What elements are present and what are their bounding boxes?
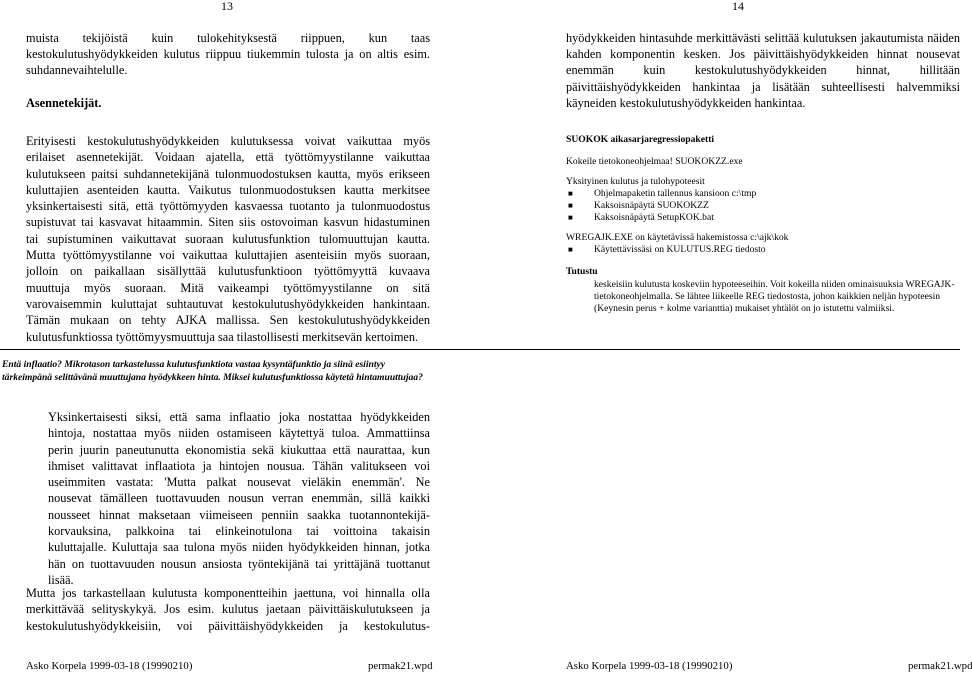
footer-author-right: Asko Korpela 1999-03-18 (19990210) <box>566 660 733 672</box>
suokok-wregajk-line: WREGAJK.EXE on käytetävissä hakemistossa c:\ajk\kok <box>566 231 789 243</box>
question-text: Entä inflaatio? Mikrotason tarkastelussa kulutusfunktiota vastaa kysyntäfunktio ja siinä esiintyy tärkeimpänä selittävänä muuttujana hyödykkeen hinta. Miksei kulutusfunktiossa käytetä hintamuuttujaa? <box>2 359 423 383</box>
right-paragraph <box>566 30 960 111</box>
text-line: kuluttajien asenteiden kautta. Vaikutus tulonmuodostuksen kautta merkitsee <box>26 182 430 197</box>
text-line: ihmiset valittavat inflaatiota ja hintojen nousua. Tähän valitukseen voi <box>48 458 430 473</box>
text-line: varovaisemmin kuluttajat suhtautuvat kestokulutushyödykkeiden hankintaan. <box>26 296 430 311</box>
list-item: ■ Ohjelmapaketin tallennus kansioon c:\tmp <box>568 187 757 199</box>
text-line: merkittävää selityskykyä. Jos esim. kulutus jaetaan päivittäiskulutukseen ja <box>26 602 430 617</box>
page-number-left: 13 <box>221 0 233 13</box>
bullet-icon: ■ <box>568 213 573 223</box>
main-paragraph <box>26 133 430 345</box>
suokok-simple-list <box>566 188 960 225</box>
text-line: käyneiden kestokulutushyödykkeiden hankintaa. <box>566 95 806 110</box>
text-line: Tämän mukaan on tehty AJKA mallissa. Sen kestokulutushyödykkeiden <box>26 313 430 328</box>
text-line: kahden komponentin kesken. Jos päivittäishyödykkeiden hinnat nousevat <box>566 47 960 62</box>
text-line: päivittäishyödykkeiden hankintaa ja lisätään suhteellisesti halvemmiksi <box>566 79 960 94</box>
suokok-box <box>566 134 960 316</box>
text-line: suhdannevaihtelulle. <box>26 63 128 77</box>
text-line: muista tekijöistä kuin tulokehityksestä riippuen, kun taas <box>26 31 430 45</box>
text-line: hän on tuottavuuden nousun ansiosta työntekijänä tai yrittäjänä tuottanut <box>48 556 430 571</box>
text-line: nousevat tämälleen tuottavuuden nousun verran enemmän, sillä kaikki <box>48 491 430 506</box>
text-line: hintoja, nostattaa myös niiden ostamiseen käytettyä tuloa. Ammattiinsa <box>48 426 430 441</box>
text-line: useimmiten vastata: 'Mutta palkat nousevat vieläkin enemmän'. Ne <box>48 475 430 490</box>
bullet-icon: ■ <box>568 188 573 198</box>
bullet-icon: ■ <box>568 201 573 211</box>
suokok-simple-title: Yksityinen kulutus ja tulohypoteesit <box>566 175 705 187</box>
text-line: kulutusfunktiossa työttömyysmuuttuja saa tilastollisesti merkitsevän kertoimen. <box>26 329 419 344</box>
suokok-tutustu-body <box>566 279 960 316</box>
text-line: kulutukseen paitsi suhdannetekijänä tulonmuodostuksen kautta, myös erikseen <box>26 166 430 181</box>
text-line: (Keynesin perus + kolme varianttia) mukaiset yhtälöt on jo istutettu valmiiksi. <box>594 303 895 315</box>
list-item: ■ Käytettävissäsi on KULUTUS.REG tiedosto <box>568 244 766 256</box>
text-line: enemmän kuin kestokulutushyödykkeiden hinnat, hillitään <box>566 63 960 78</box>
text-line: supistuvat tai kasvavat hitaammin. Siten siis ostovoiman kasvun hidastuminen <box>26 215 430 230</box>
page-number-right: 14 <box>732 0 744 13</box>
text-line: jolloin on paikallaan sisällyttää kulutusfunktioon työttömyyttä kuvaava <box>26 264 430 279</box>
text-line: muuttuja myös suoraan. Mitä vaikeampi työttömyystilanne on sitä <box>26 280 430 295</box>
text-line: erilaiset asennetekijät. Voidaan ajatella, että työttömyystilanne vaikuttaa <box>26 150 430 165</box>
text-line: Erityisesti kestokulutushyödykkeiden kulutuksessa voivat vaikuttaa myös <box>26 134 430 148</box>
text-line: korvauksina, palkkoina tai elinkeinotulona tai voittoina takaisin <box>48 524 430 539</box>
text-line: perin juurin paneutunutta ekonomistia sekä kiukuttaa että naurattaa, kun <box>48 442 430 457</box>
bullet-icon: ■ <box>568 245 573 255</box>
footer-file-right: permak21.wpd <box>908 660 972 672</box>
text-line: yksinkertaisesti sitä, että työttömyyden kasvaessa tuotanto ja tulonmuodostus <box>26 199 430 214</box>
text-line: tai supistuminen vaikuttavat suoraan kulutusfunktion tulomuuttujan kautta. <box>26 231 430 246</box>
text-line: Yksinkertaisesti siksi, että sama inflaatio joka nostattaa hyödykkeiden <box>48 410 430 424</box>
text-line: tietokoneohjelmalla. Se lähtee liikeelle REG tiedostosta, johon kaikkien neljän hypoteesin <box>594 290 941 302</box>
text-line: Mutta työttömyystilanne voi vaikuttaa kuluttajien asenteisiin myös suoraan, <box>26 248 430 263</box>
footer-author-left: Asko Korpela 1999-03-18 (19990210) <box>26 660 193 672</box>
text-line: hyödykkeiden hintasuhde merkittävästi selittää kulutuksen jakautumista näiden <box>566 31 960 45</box>
text-line: Mutta jos tarkastellaan kulutusta komponentteihin jaettuna, voi hinnalla olla <box>26 586 430 600</box>
suokok-wregajk-list <box>566 244 960 256</box>
text-line: kestokulutushyödykkeiden kulutus riippuu tiukemmin tulosta ja on altis esim. <box>26 47 430 61</box>
list-item: ■ Kaksoisnäpäytä SetupKOK.bat <box>568 212 714 224</box>
footer-file-left: permak21.wpd <box>368 660 433 672</box>
text-line: nousseet hinnat maksetaan viimeiseen penniin saakka tuotannontekijä- <box>48 507 430 522</box>
quote-paragraph <box>48 409 430 588</box>
text-line: lisää. <box>48 572 74 587</box>
intro-paragraph <box>26 30 430 78</box>
text-line: kestokulutushyödykkeisiin, voi päivittäishyödykkeiden ja kestokulutus- <box>26 618 430 633</box>
section-heading: Asennetekijät. <box>26 96 102 110</box>
suokok-start-line: Kokeile tietokoneohjelmaa! SUOKOKZZ.exe <box>566 156 743 168</box>
closing-paragraph <box>26 585 430 634</box>
suokok-tutustu-title: Tutustu <box>566 266 598 278</box>
horizontal-divider <box>0 349 960 350</box>
list-item: ■ Kaksoisnäpäytä SUOKOKZZ <box>568 200 709 212</box>
text-line: kuluttajalle. Kuluttaja saa tulona myös niiden hyödykkeiden hinnan, jotka <box>48 540 430 555</box>
suokok-title: SUOKOK aikasarjaregressiopaketti <box>566 134 715 145</box>
text-line: keskeisiin kulutusta koskeviin hypoteeseihin. Voit kokeilla niiden ominaisuuksia WREGAJK- <box>594 278 955 290</box>
